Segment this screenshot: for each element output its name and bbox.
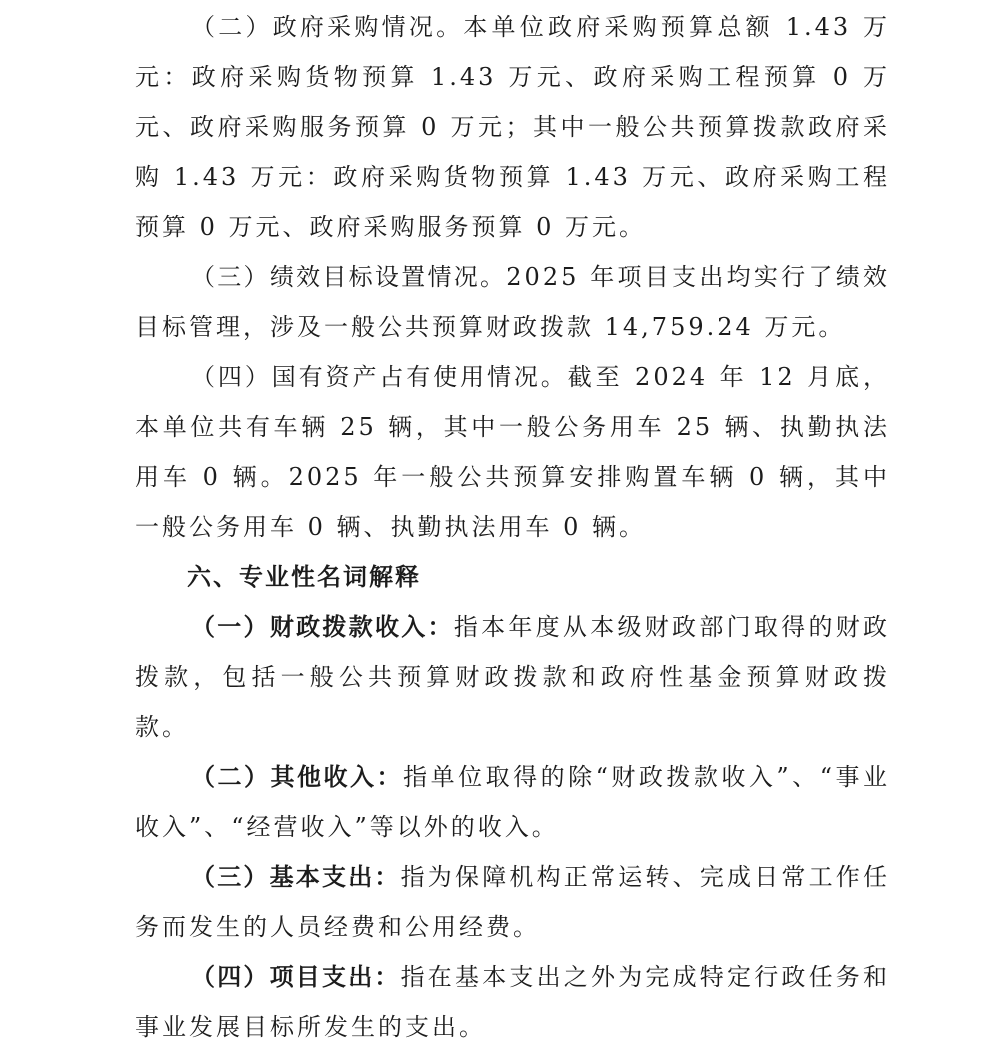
term-definition [135, 602, 890, 752]
paragraph-government-procurement [135, 2, 890, 252]
term-text: 指单位取得的除“财政拨款收入”、“事业收入”、“经营收入”等以外的收入。 [135, 763, 890, 841]
term-label: （三）基本支出： [191, 863, 401, 891]
paragraph-lead: （三）绩效目标设置情况。 [191, 263, 507, 291]
paragraph-text: 2025 年项目支出均实行了绩效目标管理，涉及一般公共预算财政拨款 14,759.24 万元。 [135, 263, 890, 341]
term-text: 指本年度从本级财政部门取得的财政拨款，包括一般公共预算财政拨款和政府性基金预算财政拨款。 [135, 613, 891, 741]
paragraph-text: 截至 2024 年 12 月底，本单位共有车辆 25 辆，其中一般公务用车 25 辆、执勤执法用车 0 辆。2025 年一般公共预算安排购置车辆 0 辆，其中一般公务用车 0 辆、执勤执法用车 0 辆。 [135, 363, 890, 541]
term-label: （二）其他收入： [191, 763, 404, 791]
term-text: 指在基本支出之外为完成特定行政任务和事业发展目标所发生的支出。 [135, 963, 891, 1041]
paragraph-performance-goals [135, 252, 890, 352]
term-definition [135, 952, 890, 1052]
term-definition [135, 852, 890, 952]
paragraph-text: 本单位政府采购预算总额 1.43 万元：政府采购货物预算 1.43 万元、政府采购工程预算 0 万元、政府采购服务预算 0 万元；其中一般公共预算拨款政府采购 1.43 万元：政府采购货物预算 1.43 万元、政府采购工程预算 0 万元、政府采购服务预算 0 万元。 [135, 13, 891, 241]
term-text: 指为保障机构正常运转、完成日常工作任务而发生的人员经费和公用经费。 [135, 863, 891, 941]
paragraph-state-assets [135, 352, 890, 552]
term-label: （一）财政拨款收入： [191, 613, 454, 641]
paragraph-lead: （四）国有资产占有使用情况。 [191, 363, 568, 391]
term-label: （四）项目支出： [191, 963, 401, 991]
term-definition [135, 752, 890, 852]
section-heading: 六、专业性名词解释 [187, 563, 421, 591]
paragraph-lead: （二）政府采购情况。 [191, 13, 464, 41]
